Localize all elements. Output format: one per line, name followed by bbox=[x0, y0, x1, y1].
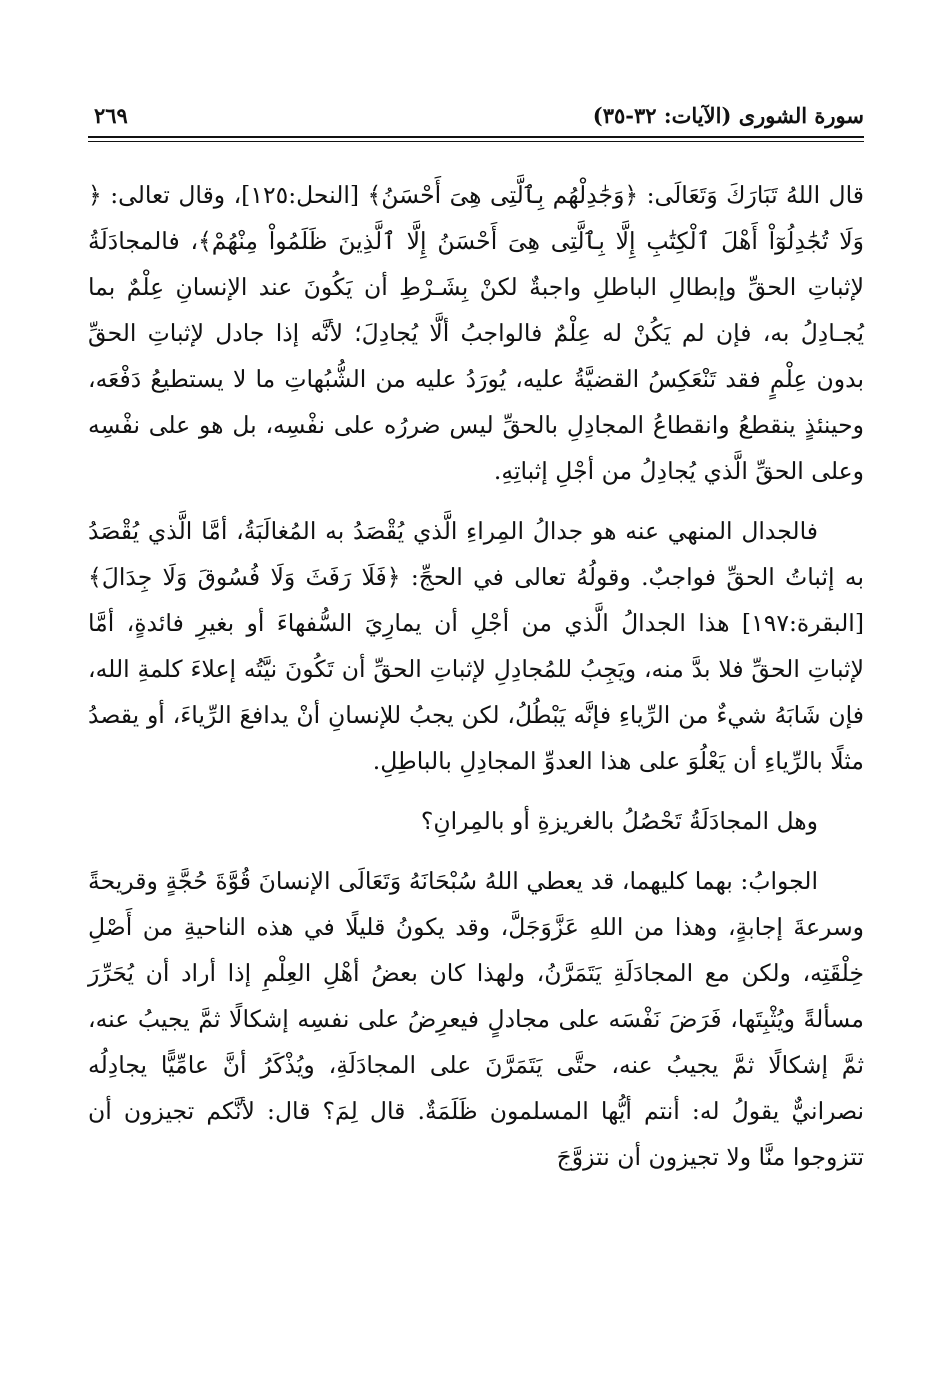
page-number: ٢٦٩ bbox=[94, 103, 128, 128]
paragraph-3: وهل المجادَلَةُ تَحْصُلُ بالغريزةِ أو بالمِرانِ؟ bbox=[420, 807, 818, 835]
paragraph-1: قال اللهُ تَبَارَكَ وَتَعَالَى: ﴿وَجَٰدِلْهُم بِٱلَّتِى هِىَ أَحْسَنُ﴾ [النحل:١٢٥]، وقال تعالى: ﴿ وَلَا تُجَٰدِلُوٓاْ أَهْلَ ٱلْكِتَٰبِ إِلَّا بِٱلَّتِى هِىَ أَحْسَنُ إِلَّا ٱلَّذِينَ ظَلَمُواْ مِنْهُمْ﴾، فالمجادَلَةُ لإثباتِ الحقِّ وإبطالِ الباطلِ واجبةٌ لكنْ بِشَـرْطِ أن يَكُونَ عند الإنسانِ عِلْمٌ بما يُجـادِلُ به، فإن لم يَكُنْ له عِلْمٌ فالواجبُ ألَّا يُجادِلَ؛ لأنَّه إذا جادل لإثباتِ الحقِّ بدون عِلْمٍ فقد تَنْعَكِسُ القضيَّةُ عليه، يُورَدُ عليه من الشُّبُهاتِ ما لا يستطيعُ دَفْعَه، وحينئذٍ ينقطعُ وانقطاعُ المجادِلِ بالحقِّ ليس ضررُه على نفْسِه، بل هو على نفْسِه وعلى الحقِّ الَّذي يُجادِلُ من أجْلِ إثباتِهِ. bbox=[88, 181, 865, 485]
paragraph-4: الجوابُ: بهما كليهما، قد يعطي اللهُ سُبْحَانَهُ وَتَعَالَى الإنسانَ قُوَّةَ حُجَّةٍ وقريحةً وسرعةَ إجابةٍ، وهذا من اللهِ عَزَّوَجَلَّ، وقد يكونُ قليلًا في هذه الناحيةِ من أَصْلِ خِلْقَتِه، ولكن مع المجادَلَةِ يَتَمَرَّنُ، ولهذا كان بعضُ أهْلِ العِلْمِ إذا أراد أن يُحَرِّرَ مسألةً ويُثْبِتَها، فَرَضَ نَفْسَه على مجادلٍ فيعرِضُ على نفسِه إشكالًا ثمَّ يجيبُ عنه، ثمَّ إشكالًا ثمَّ يجيبُ عنه، حتَّى يَتَمَرَّنَ على المجادَلَةِ، ويُذْكَرُ أنَّ عامِّيًّا يجادِلُه نصرانيٌّ يقولُ له: أنتم أيُّها المسلمون ظَلَمَةٌ. قال لِمَ؟ قال: لأنَّكم تجيزون أن تتزوجوا منَّا ولا تجيزون أن نتزوَّجَ bbox=[88, 867, 864, 1171]
page-body bbox=[88, 172, 864, 1194]
book-page bbox=[88, 96, 864, 1376]
surah-title: سورة الشورى (الآيات: ٣٢-٣٥) bbox=[592, 103, 864, 128]
page-header bbox=[88, 96, 864, 136]
paragraph-2: فالجدال المنهي عنه هو جدالُ المِراءِ الَّذي يُقْصَدُ به المُغالَبَةُ، أمَّا الَّذي يُقْصَدُ به إثباتُ الحقِّ فواجبٌ. وقولُهُ تعالى في الحجِّ: ﴿فَلَا رَفَثَ وَلَا فُسُوقَ وَلَا جِدَالَ﴾ [البقرة:١٩٧] هذا الجدالُ الَّذي من أجْلِ أن يمارِيَ السُّفهاءَ أو بغيرِ فائدةٍ، أمَّا لإثباتِ الحقِّ فلا بدَّ منه، ويَجِبُ للمُجادِلِ لإثباتِ الحقِّ أن تَكُونَ نيَّتُه إعلاءَ كلمةِ الله، فإن شَابَهُ شيءٌ من الرِّياءِ فإنَّه يَبْطُلُ، لكن يجبُ للإنسانِ أنْ يدافعَ الرِّياءَ، أو يقصدُ مثلًا بالرِّياءِ أن يَعْلُوَ على هذا العدوِّ المجادِلِ بالباطِلِ. bbox=[88, 517, 864, 775]
header-rule-thin bbox=[88, 141, 864, 142]
header-rule bbox=[88, 136, 864, 138]
